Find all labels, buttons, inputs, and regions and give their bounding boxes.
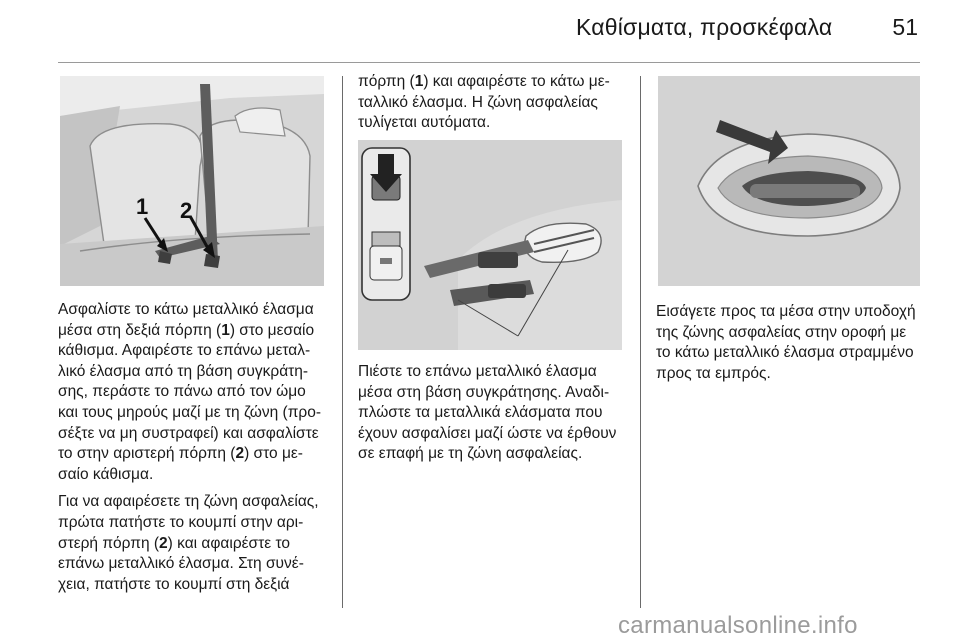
col2-paragraph-1: πόρπη (1) και αφαιρέστε το κάτω με-ταλλικό έλασμα. Η ζώνη ασφαλείας τυλίγεται αυτόματα. [358,73,610,132]
col1-paragraph-1: Ασφαλίστε το κάτω μεταλλικό έλασμα μέσα στη δεξιά πόρπη (1) στο μεσαίο κάθισμα. Αφαιρέστε το επάνω μεταλ-λικό έλασμα από τη βάση συγκράτη-σης, περάστε το πάνω από τον ώμο και τους μηρούς μαζί με τη ζώνη (προ-σέξτε να μη συστραφεί) και ασφαλίστε το στην αριστερή πόρπη (2) στο με-σαίο κάθισμα. [58,301,321,483]
column-3 [656,302,924,384]
roof-receptacle-illustration [658,76,920,286]
section-title: Καθίσματα, προσκέφαλα [576,14,833,40]
latch-plate-illustration [358,140,622,350]
header-rule [58,62,920,63]
column-1 [58,300,328,595]
column-2-bottom [358,362,628,465]
page-number: 51 [892,14,918,40]
col3-paragraph-1: Εισάγετε προς τα μέσα στην υποδοχή της ζώνης ασφαλείας στην οροφή με το κάτω μεταλλικό έλασμα στραμμένο προς τα εμπρός. [656,303,916,382]
col1-paragraph-2: Για να αφαιρέσετε τη ζώνη ασφαλείας, πρώτα πατήστε το κουμπί στην αρι-στερή πόρπη (2) και αφαιρέστε το επάνω μεταλλικό έλασμα. Στη συνέ-χεια, πατήστε το κουμπί στη δεξιά [58,493,319,593]
figure-latch-plates [358,140,622,350]
figure-roof-receptacle [658,76,920,286]
column-divider-1 [342,76,343,608]
watermark: carmanualsonline.info [618,612,858,639]
ref-1: 1 [221,321,230,339]
ref-2: 2 [235,445,245,463]
callout-1: 1 [136,194,149,219]
ref-1: 1 [414,73,424,90]
ref-2: 2 [159,534,168,552]
figure-rear-seat-belt [60,76,324,286]
callout-2: 2 [180,198,193,223]
page-header [576,14,918,41]
column-2-top [358,72,624,134]
col2-paragraph-2: Πιέστε το επάνω μεταλλικό έλασμα μέσα στη βάση συγκράτησης. Αναδι-πλώστε τα μεταλλικά ελάσματα που έχουν ασφαλίσει μαζί ώστε να έρθουν σε επαφή με τη ζώνη ασφαλείας. [358,363,617,463]
column-divider-2 [640,76,641,608]
rear-seat-illustration [60,76,324,286]
